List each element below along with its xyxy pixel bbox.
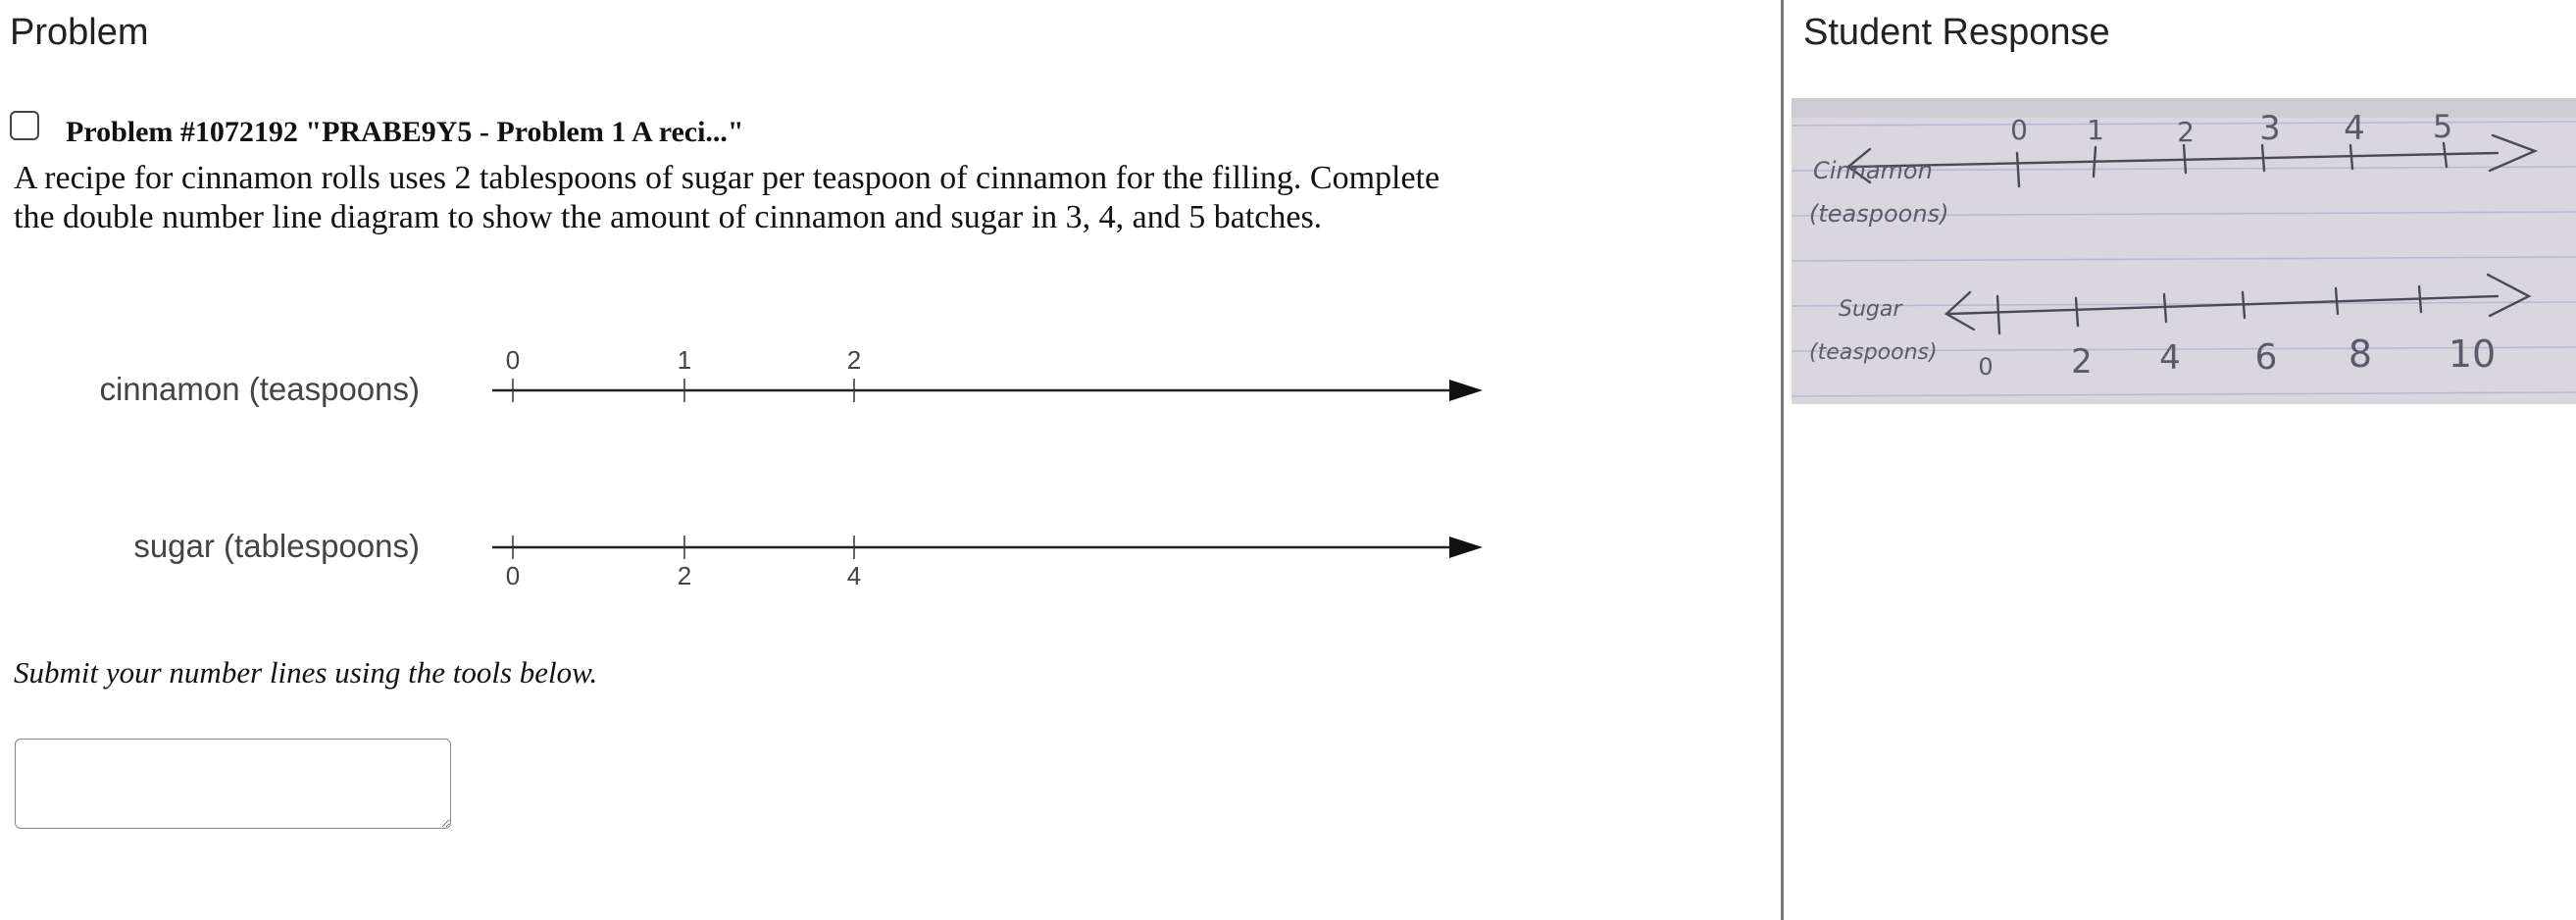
- hand-cinnamon-number-2: 2: [2177, 116, 2195, 148]
- hand-sugar-number-6: 6: [2254, 337, 2278, 378]
- problem-statement: [14, 159, 1583, 237]
- hand-sugar-label: Sugar: [1839, 297, 1902, 322]
- cinnamon-axis-label: cinnamon (teaspoons): [99, 371, 420, 407]
- hand-sugar-number-2: 2: [2071, 342, 2093, 382]
- double-number-line-diagram: [0, 324, 1569, 618]
- problem-title: Problem #1072192 "PRABE9Y5 - Problem 1 A reci...": [66, 116, 744, 148]
- sugar-tick-label-2: 2: [677, 561, 692, 590]
- hand-sugar-number-4: 4: [2159, 338, 2181, 378]
- sugar-axis-label: sugar (tablespoons): [133, 528, 420, 564]
- hand-sugar-number-8: 8: [2348, 332, 2373, 376]
- photo-shadow-band: [1792, 98, 2576, 118]
- answer-textarea[interactable]: [15, 739, 451, 829]
- submit-instructions: Submit your number lines using the tools below.: [14, 655, 598, 690]
- hand-sugar-number-0: 0: [1978, 353, 1994, 381]
- hand-cinnamon-number-4: 4: [2344, 109, 2365, 148]
- sugar-tick-label-4: 4: [846, 561, 862, 590]
- hand-cinnamon-number-3: 3: [2259, 109, 2281, 148]
- problem-heading: Problem: [10, 12, 149, 53]
- cinnamon-tick-label-1: 1: [677, 345, 692, 375]
- problem-select-checkbox[interactable]: [10, 111, 39, 140]
- sugar-tick-label-0: 0: [505, 561, 521, 590]
- cinnamon-tick-label-0: 0: [505, 345, 521, 375]
- hand-sugar-unit: (teaspoons): [1809, 340, 1938, 365]
- cinnamon-arrowhead: [1449, 380, 1483, 401]
- problem-statement-line-1: A recipe for cinnamon rolls uses 2 tablespoons of sugar per teaspoon of cinnamon for the filling. Complete: [14, 160, 1440, 196]
- hand-sugar-number-10: 10: [2448, 332, 2497, 376]
- problem-statement-line-2: the double number line diagram to show the amount of cinnamon and sugar in 3, 4, and 5 batches.: [14, 199, 1323, 235]
- hand-cinnamon-number-1: 1: [2087, 114, 2104, 146]
- hand-cinnamon-number-5: 5: [2432, 108, 2453, 145]
- cinnamon-tick-label-2: 2: [846, 345, 862, 375]
- student-response-panel: [1784, 0, 2576, 920]
- sugar-arrowhead: [1449, 537, 1483, 558]
- hand-cinnamon-unit: (teaspoons): [1809, 200, 1949, 228]
- hand-cinnamon-label: Cinnamon: [1813, 157, 1933, 184]
- student-response-heading: Student Response: [1803, 12, 2110, 53]
- student-response-photo: [1792, 98, 2576, 404]
- hand-cinnamon-number-0: 0: [2010, 114, 2028, 146]
